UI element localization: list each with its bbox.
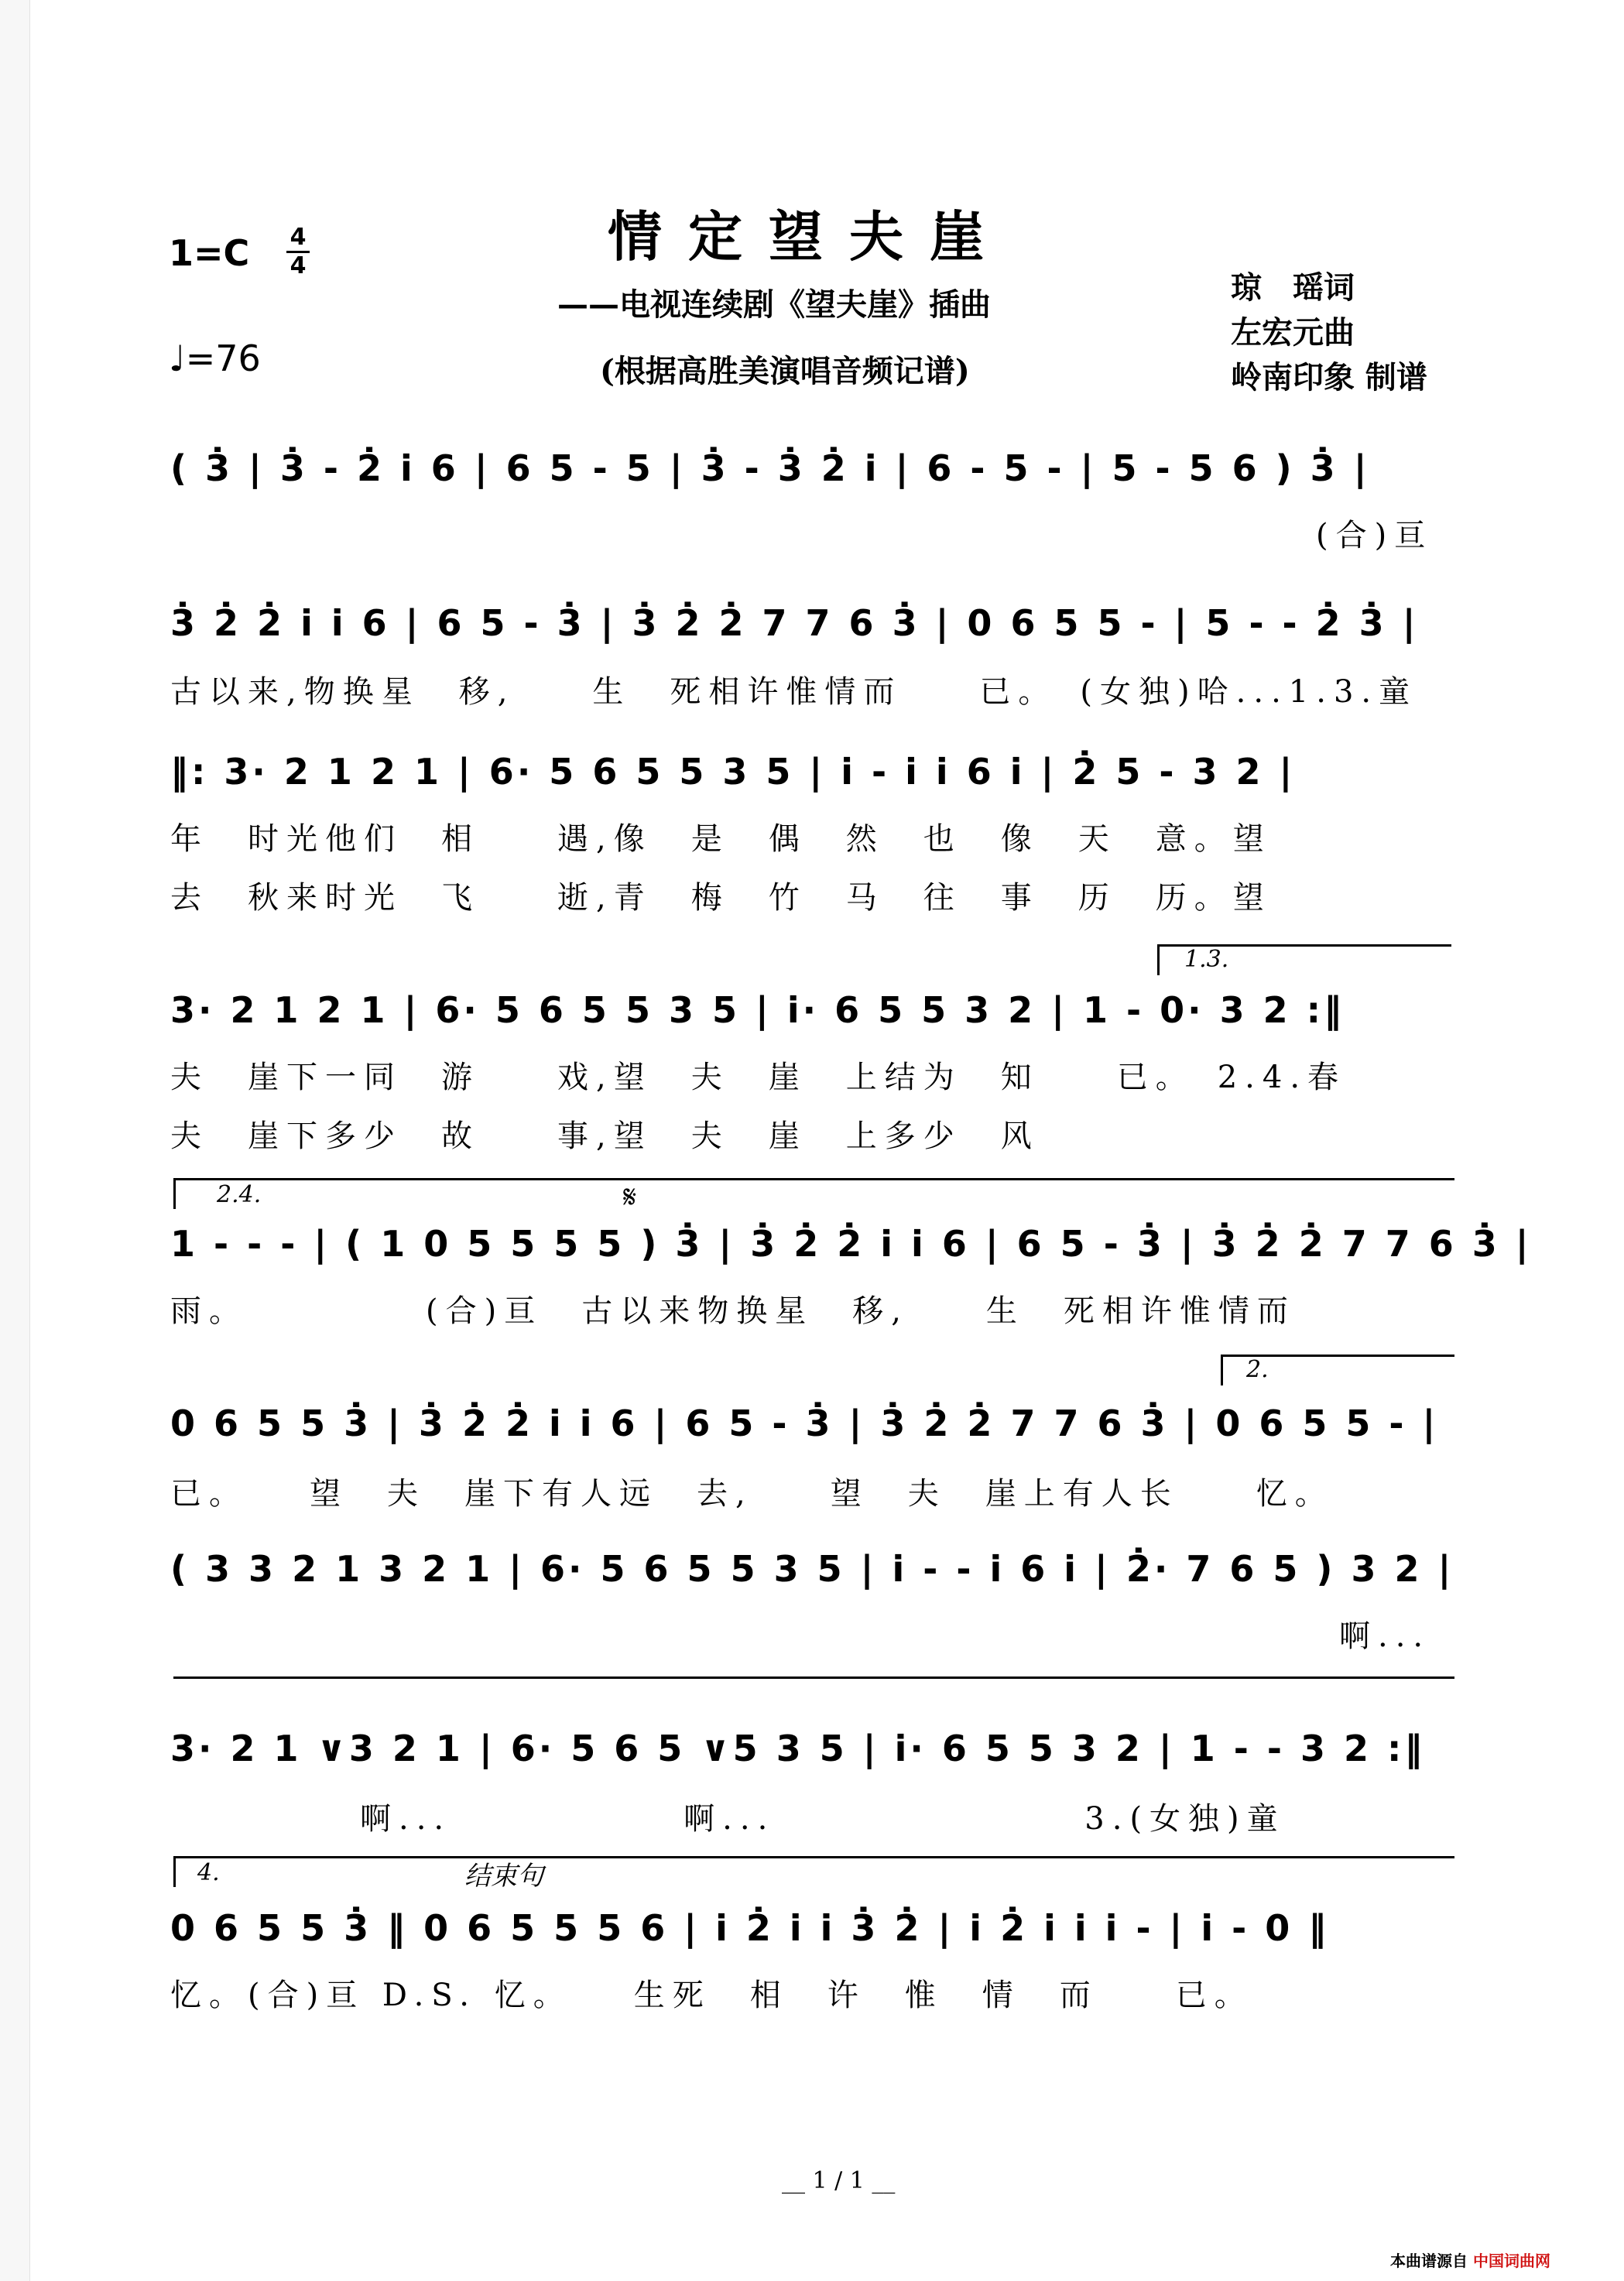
lyric-line-9: 忆。(合)亘 D.S. 忆。 生死 相 许 惟 情 而 已。 [170, 1978, 1253, 2013]
volta-1-3: 1.3. [1184, 946, 1229, 973]
music-line-4: 3· 2 1 2 1 | 6· 5 6 5 5 3 5 | i̇· 6 5 5 3 2 | 1 - 0· 3 2 :‖ [170, 989, 1345, 1031]
tempo-marking: ♩=76 [169, 337, 261, 379]
source-label: 本曲谱源自 [1390, 2252, 1468, 2270]
song-title: 情定望夫崖 [608, 204, 1010, 269]
music-line-6: 0 6 5 5 3̇ | 3̇ 2̇ 2̇ i̇ i̇ 6 | 6 5 - 3̇ | 3̇ 2̇ 2̇ 7 7 6 3̇ | 0 6 5 5 - | [170, 1403, 1439, 1444]
lyric-line-3a: 年 时光他们 相 遇,像 是 偶 然 也 像 天 意。望 [170, 821, 1272, 857]
volta-2-4: 2.4. [217, 1181, 262, 1208]
lyric-line-1: (合)亘 [1316, 518, 1434, 553]
time-signature-bottom: 4 [290, 252, 307, 279]
volta-2: 2. [1246, 1356, 1269, 1383]
music-line-7: ( 3 3 2 1 3 2 1 | 6· 5 6 5 5 3 5 | i̇ - - i̇ 6 i̇ | 2̇· 7 6 5 ) 3 2 | [170, 1548, 1454, 1590]
source-credit [1390, 2248, 1550, 2271]
composer-credit: 左宏元曲 [1231, 314, 1355, 351]
time-signature [286, 226, 310, 278]
source-site: 中国词曲网 [1473, 2252, 1550, 2270]
music-line-2: 3̇ 2̇ 2̇ i̇ i̇ 6 | 6 5 - 3̇ | 3̇ 2̇ 2̇ 7 7 6 3̇ | 0 6 5 5 - | 5 - - 2̇ 3̇ | [170, 602, 1419, 644]
song-subtitle: ——电视连续剧《望夫崖》插曲 [557, 286, 991, 323]
lyric-line-5: 雨。 (合)亘 古以来物换星 移, 生 死相许惟情而 [170, 1293, 1296, 1329]
music-line-3: ‖: 3· 2 1 2 1 | 6· 5 6 5 5 3 5 | i̇ - i̇ i̇ 6 i̇ | 2̇ 5 - 3 2 | [170, 751, 1296, 793]
arranger-credit: 岭南印象 制谱 [1231, 359, 1427, 396]
segno-icon: 𝄋 [623, 1180, 637, 1215]
transcription-note: (根据高胜美演唱音频记谱) [600, 353, 970, 389]
lyric-line-3b: 去 秋来时光 飞 逝,青 梅 竹 马 往 事 历 历。望 [170, 880, 1272, 916]
volta-4: 4. [197, 1859, 220, 1886]
ending-label: 结束句 [464, 1861, 543, 1892]
lyric-line-6: 已。 望 夫 崖下有人远 去, 望 夫 崖上有人长 忆。 [170, 1476, 1334, 1512]
lyricist-credit: 琼 瑶词 [1231, 269, 1355, 306]
key-signature: 1=C [169, 232, 250, 274]
lyric-line-4b: 夫 崖下多少 故 事,望 夫 崖 上多少 风 [170, 1118, 1040, 1154]
music-line-5: 1 - - - | ( 1 0 5 5 5 5 ) 3̇ | 3̇ 2̇ 2̇ i̇ i̇ 6 | 6 5 - 3̇ | 3̇ 2̇ 2̇ 7 7 6 3̇ | [170, 1223, 1532, 1265]
music-line-1: ( 3̇ | 3̇ - 2̇ i̇ 6 | 6 5 - 5 | 3̇ - 3̇ 2̇ i̇ | 6 - 5 - | 5 - 5 6 ) 3̇ | [170, 447, 1370, 489]
lyric-line-4a: 夫 崖下一同 游 戏,望 夫 崖 上结为 知 已。 2.4.春 [170, 1060, 1347, 1095]
time-signature-top: 4 [290, 224, 307, 251]
lyric-line-7: 啊... [1339, 1618, 1431, 1654]
music-line-8: 3· 2 1 ∨3 2 1 | 6· 5 6 5 ∨5 3 5 | i̇· 6 5 5 3 2 | 1 - - 3 2 :‖ [170, 1728, 1426, 1769]
lyric-line-2: 古以来,物换星 移, 生 死相许惟情而 已。 (女独)哈...1.3.童 [170, 674, 1418, 710]
page-border-decoration [0, 0, 30, 2281]
music-line-9: 0 6 5 5 3̇ ‖ 0 6 5 5 5 6 | i̇ 2̇ i̇ i̇ 3̇ 2̇ | i̇ 2̇ i̇ i̇ i̇ - | i̇ - 0 ‖ [170, 1907, 1330, 1949]
lyric-line-8: 啊... 啊... 3.(女独)童 [360, 1801, 1286, 1837]
page-number: __ 1 / 1 __ [782, 2167, 896, 2194]
